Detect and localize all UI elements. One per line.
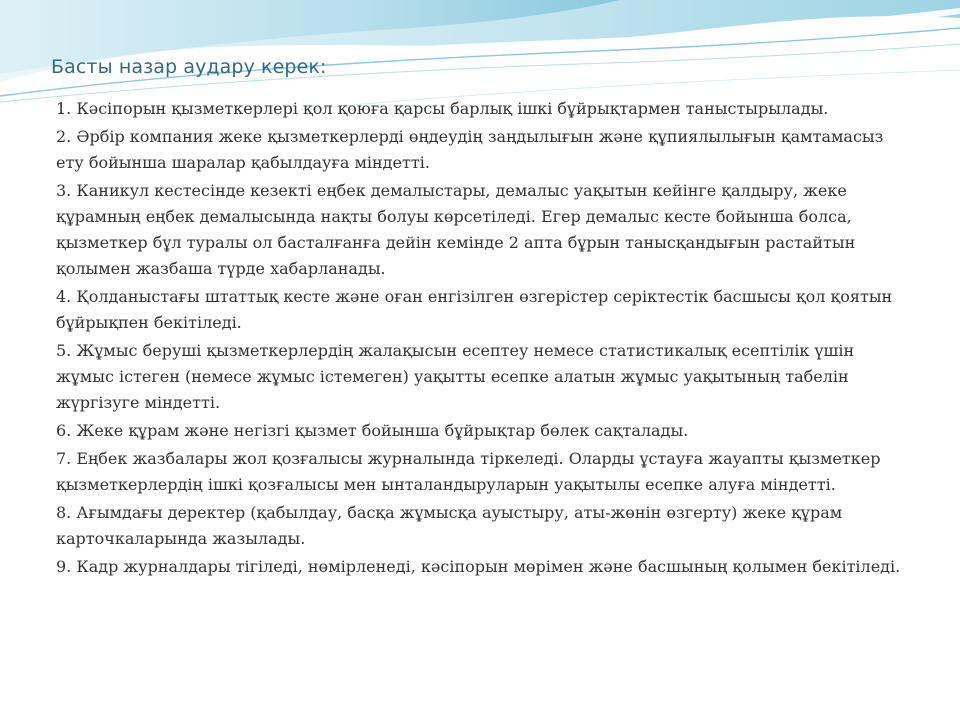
wave-header-decoration: [0, 0, 960, 110]
list-item: 9. Кадр журналдары тігіледі, нөмірленеді, кәсіпорын мөрімен және басшының қолымен бекітіледі.: [56, 557, 901, 576]
list-item: 7. Еңбек жазбалары жол қозғалысы журналында тіркеледі. Оларды ұстауға жауапты қызметкер қызметкерлердің ішкі қозғалысы мен ынталандыруларын уақытылы есепке алуға міндетті.: [56, 449, 881, 494]
list-item: 2. Әрбір компания жеке қызметкерлерді өңдеудің заңдылығын және құпиялылығын қамтамасыз ету бойынша шаралар қабылдауға міндетті.: [56, 127, 884, 172]
list-item: 3. Каникул кестесінде кезекті еңбек демалыстары, демалыс уақытын кейінге қалдыру, жеке құрамның еңбек демалысында нақты болуы көрсетіледі. Егер демалыс кесте бойынша болса, қызметкер бұл туралы ол басталғанға дейін кемінде 2 апта бұрын танысқандығын растайтын қолымен жазбаша түрде хабарланады.: [56, 181, 856, 278]
slide-title: Басты назар аудару керек:: [51, 56, 327, 78]
list-item: 4. Қолданыстағы штаттық кесте және оған енгізілген өзгерістер серіктестік басшысы қол қоятын бұйрықпен бекітіледі.: [56, 287, 893, 332]
list-item: 1. Кәсіпорын қызметкерлері қол қоюға қарсы барлық ішкі бұйрықтармен таныстырылады.: [56, 99, 829, 118]
list-item: 6. Жеке құрам және негізгі қызмет бойынша бұйрықтар бөлек сақталады.: [56, 421, 689, 440]
content-list: [56, 96, 912, 582]
list-item: 5. Жұмыс беруші қызметкерлердің жалақысын есептеу немесе статистикалық есептілік үшін жұмыс істеген (немесе жұмыс істемеген) уақытты есепке алатын жұмыс уақытының табелін жүргізуге міндетті.: [56, 341, 855, 412]
list-item: 8. Ағымдағы деректер (қабылдау, басқа жұмысқа ауыстыру, аты-жөнін өзгерту) жеке құрам карточкаларында жазылады.: [56, 503, 843, 548]
